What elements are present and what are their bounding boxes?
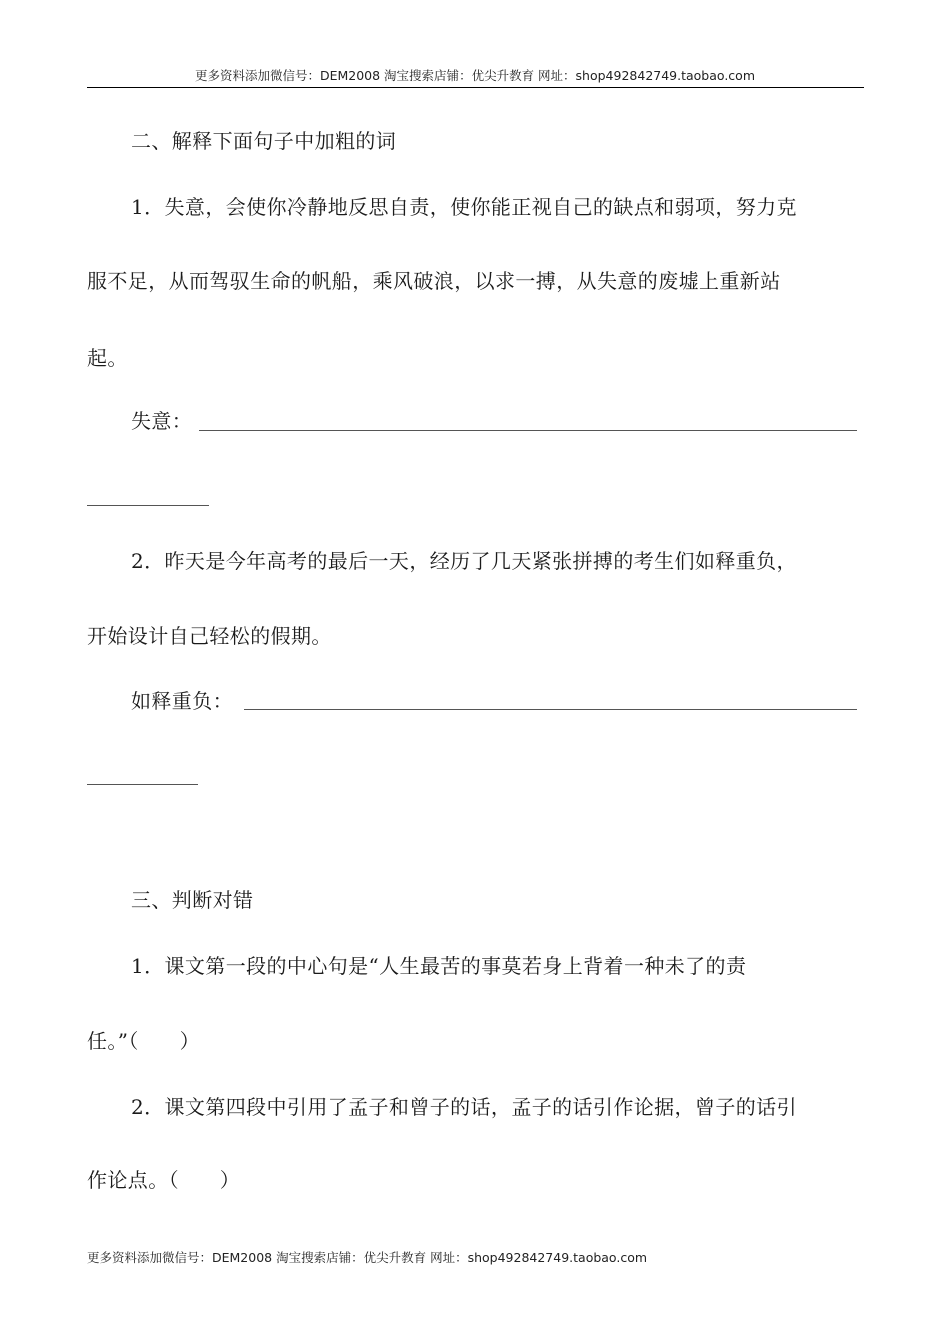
question-1-line-3: 起。 xyxy=(87,346,128,370)
section-title-judge: 三、判断对错 xyxy=(131,888,254,912)
section-title-explain: 二、解释下面句子中加粗的词 xyxy=(131,129,397,153)
page-footer: 更多资料添加微信号：DEM2008 淘宝搜索店铺：优尖升教育 网址：shop492842749.taobao.com xyxy=(87,1250,648,1265)
question-1-line-1: 1．失意，会使你冷静地反思自责，使你能正视自己的缺点和弱项，努力克 xyxy=(131,195,797,219)
answer-blank-rushizhongfu-continued[interactable] xyxy=(87,784,198,785)
answer-blank-shiyi-continued[interactable] xyxy=(87,505,209,506)
answer-blank-shiyi[interactable] xyxy=(199,430,857,431)
question-1-line-2: 服不足，从而驾驭生命的帆船，乘风破浪，以求一搏，从失意的废墟上重新站 xyxy=(87,269,781,293)
judge-2-line-2: 作论点。（ ） xyxy=(87,1168,241,1192)
answer-label-shiyi: 失意： xyxy=(131,409,193,433)
judge-1-line-1: 1．课文第一段的中心句是“人生最苦的事莫若身上背着一种未了的责 xyxy=(131,954,747,978)
question-2-line-1: 2．昨天是今年高考的最后一天，经历了几天紧张拼搏的考生们如释重负， xyxy=(131,549,797,573)
header-divider xyxy=(87,87,864,88)
answer-label-rushizhongfu: 如释重负： xyxy=(131,689,233,713)
judge-1-line-2: 任。”（ ） xyxy=(87,1029,201,1053)
question-2-line-2: 开始设计自己轻松的假期。 xyxy=(87,624,332,648)
page-header: 更多资料添加微信号：DEM2008 淘宝搜索店铺：优尖升教育 网址：shop492842749.taobao.com xyxy=(194,68,756,83)
judge-2-line-1: 2．课文第四段中引用了孟子和曾子的话，孟子的话引作论据，曾子的话引 xyxy=(131,1095,797,1119)
answer-blank-rushizhongfu[interactable] xyxy=(244,709,857,710)
